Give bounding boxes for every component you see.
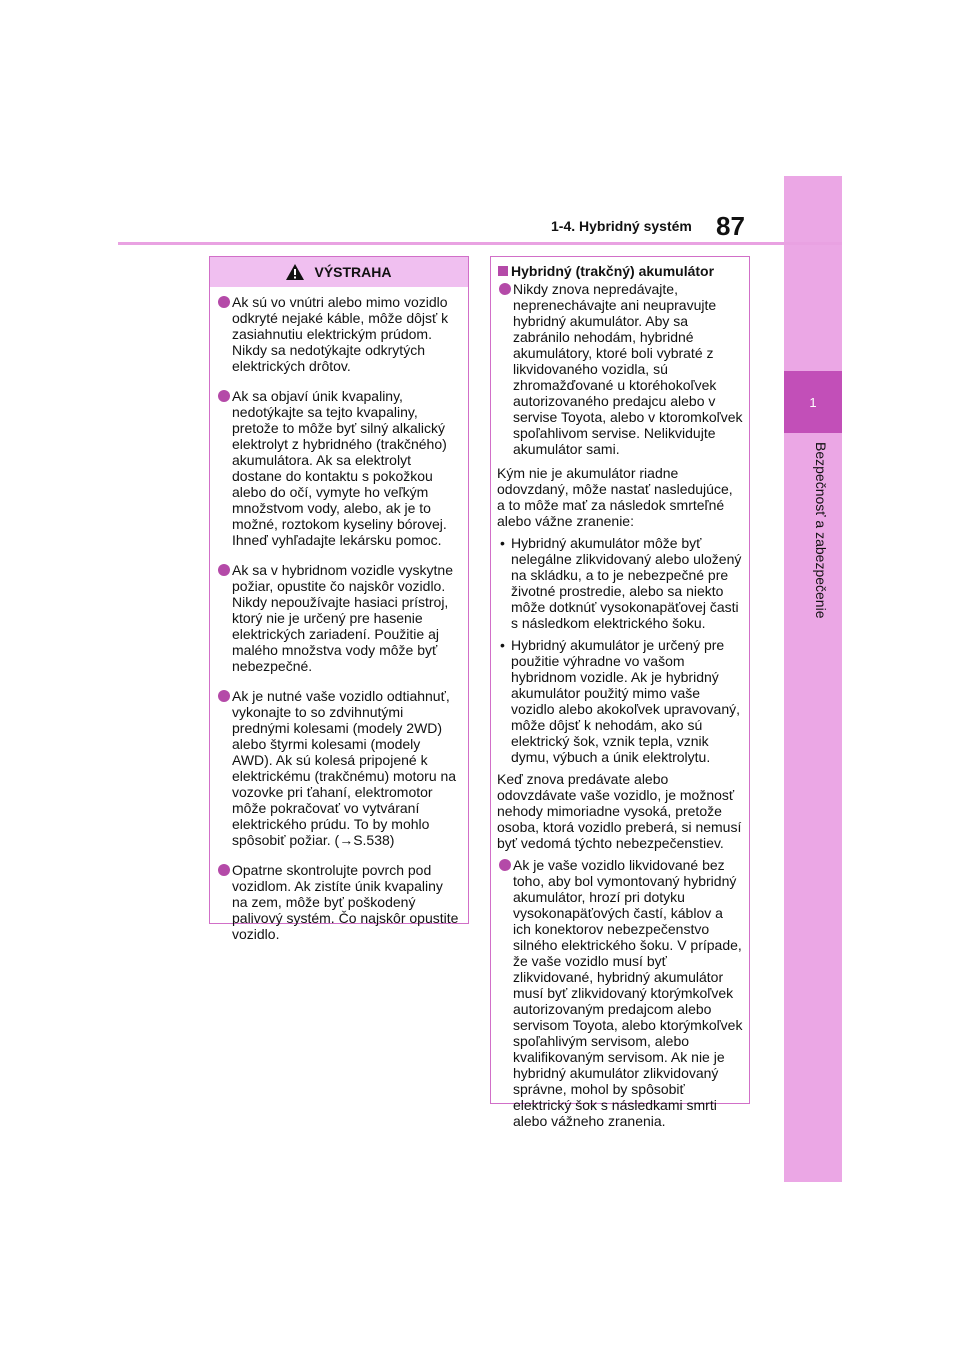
bullet-icon <box>218 690 230 702</box>
dash-bullet-icon: • <box>500 535 505 551</box>
warning-item-text: Ak sa v hybridnom vozidle vyskytne požiar, opustite čo najskôr vozidlo. Nikdy nepoužívajte hasiaci prístroj, ktorý nie je určený pre hasenie elektrických zariadení. Použitie aj malého množstva vody môže byť nebezpečné. <box>232 562 453 674</box>
warning-item <box>216 562 462 674</box>
chapter-title: Bezpečnosť a zabezpečenie <box>813 442 829 619</box>
bullet-icon <box>499 859 511 871</box>
square-bullet-icon <box>498 266 508 276</box>
battery-info-box <box>490 256 750 1129</box>
header-rule <box>118 242 842 245</box>
warning-item-text: Ak sú vo vnútri alebo mimo vozidlo odkryté nejaké káble, môže dôjsť k zasiahnutiu elektrickým prúdom. Nikdy sa nedotýkajte odkrytých elektrických drôtov. <box>232 294 449 374</box>
section-title: 1-4. Hybridný systém <box>551 218 692 234</box>
info-dash-item <box>497 535 743 631</box>
chapter-side-tab <box>784 176 842 1182</box>
warning-header <box>210 257 468 287</box>
info-bullet-item <box>497 281 743 457</box>
warning-title: VÝSTRAHA <box>314 264 392 280</box>
info-dash-text: Hybridný akumulátor môže byť nelegálne zlikvidovaný alebo uložený na skládku, a to je nebezpečné pre životné prostredie, alebo sa niekto môže dotknúť vysokonapäťovej časti s následkom elektrického šoku. <box>511 535 742 631</box>
info-paragraph: Keď znova predávate alebo odovzdávate vaše vozidlo, je možnosť nehody mimoriadne vysoká, pretože osoba, ktorá vozidlo preberá, si nemusí byť vedomá týchto nebezpečenstiev. <box>497 771 742 851</box>
warning-item-text: Ak je nutné vaše vozidlo odtiahnuť, vykonajte to so zdvihnutými prednými kolesami (modely 2WD) alebo štyrmi kolesami (modely AWD). Ak sú kolesá pripojené k elektrickému (trakčnému) motoru na vozovke pri ťahaní, elektromotor môže pokračovať vo vytváraní elektrického prúdu. To by mohlo spôsobiť požiar. (→S.538) <box>232 688 457 848</box>
warning-item <box>216 688 462 848</box>
info-bullet-text: Ak je vaše vozidlo likvidované bez toho, aby bol vymontovaný hybridný akumulátor, hrozí pri dotyku vysokonapäťových častí, káblov a ich konektorov nebezpečenstvo silného elektrického šoku. V prípade, že vaše vozidlo musí byť zlikvidované, hybridný akumulátor musí byť zlikvidovaný ktorýmkoľvek autorizovaným predajcom alebo servisom Toyota, alebo ktorýmkoľvek spoľahlivým servisom, alebo kvalifikovaným servisom. Ak nie je hybridný akumulátor zlikvidovaný správne, mohol by spôsobiť elektrický šok s následkami smrti alebo vážneho zranenia. <box>513 857 743 1129</box>
bullet-icon <box>218 564 230 576</box>
page-number: 87 <box>716 211 745 241</box>
bullet-icon <box>218 390 230 402</box>
info-bullet-text: Nikdy znova nepredávajte, neprenechávajte ani neupravujte hybridný akumulátor. Aby sa zabránilo nehodám, hybridné akumulátory, ktoré boli vybraté z likvidovaného vozidla, sú zhromažďované u ktoréhokoľvek autorizovaného predajcu alebo v servise Toyota, alebo v ktoromkoľvek spoľahlivom servise. Nelikvidujte akumulátor sami. <box>513 281 743 457</box>
warning-item <box>216 294 462 374</box>
warning-item-text: Ak sa objaví únik kvapaliny, nedotýkajte sa tejto kvapaliny, pretože to môže byť silný alkalický elektrolyt z hybridného (trakčného) akumulátora. Ak sa elektrolyt dostane do kontaktu s pokožkou alebo do očí, vymyte ho veľkým množstvom vody, alebo, ak je to možné, roztokom kyseliny bórovej. Ihneď vyhľadajte lekársku pomoc. <box>232 388 447 548</box>
battery-section-heading <box>497 263 743 279</box>
warning-triangle-icon <box>286 264 304 280</box>
dash-bullet-icon: • <box>500 637 505 653</box>
bullet-icon <box>499 283 511 295</box>
bullet-icon <box>218 296 230 308</box>
warning-item <box>216 862 462 942</box>
warning-item <box>216 388 462 548</box>
bullet-icon <box>218 864 230 876</box>
info-dash-text: Hybridný akumulátor je určený pre použitie výhradne vo vašom hybridnom vozidle. Ak je hybridný akumulátor použitý mimo vaše vozidlo alebo akokoľvek upravovaný, môže dôjsť k nehodám, ako sú elektrický šok, vznik tepla, vznik dymu, výbuch a únik elektrolytu. <box>511 637 740 765</box>
info-bullet-item <box>497 857 743 1129</box>
chapter-number: 1 <box>784 371 842 433</box>
info-paragraph: Kým nie je akumulátor riadne odovzdaný, môže nastať nasledujúce, a to môže mať za následok smrteľné alebo vážne zranenie: <box>497 465 733 529</box>
battery-section-title: Hybridný (trakčný) akumulátor <box>511 263 715 279</box>
warning-item-text: Opatrne skontrolujte povrch pod vozidlom. Ak zistíte únik kvapaliny na zem, môže byť poškodený palivový systém. Čo najskôr opustite vozidlo. <box>232 862 459 942</box>
info-dash-item <box>497 637 743 765</box>
warning-box <box>209 256 469 942</box>
